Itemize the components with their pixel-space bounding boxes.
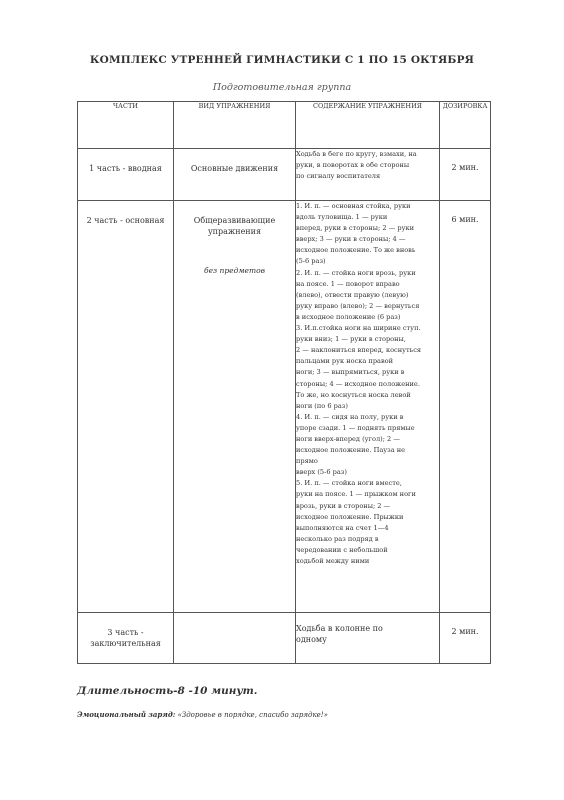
content-line: одному [296, 635, 327, 644]
part-label: 2 часть - основная [86, 216, 165, 225]
type-cell [174, 613, 296, 664]
part-cell [78, 201, 174, 613]
content-line: руки вниз; 1 — руки в стороны, [296, 335, 406, 344]
motto-line [77, 710, 328, 719]
content-line: в исходное положение (6 раз) [296, 312, 401, 321]
type-label: Основные движения [190, 164, 279, 173]
table-row [78, 613, 491, 664]
part-cell [78, 149, 174, 201]
content-line: (влево), отвести правую (левую) [296, 290, 409, 299]
type-label: Общеразвивающие упражнения [193, 216, 276, 236]
type-label [174, 613, 295, 627]
content-cell [296, 613, 440, 664]
content-line: ноги (по 6 раз) [296, 401, 348, 410]
content-line: исходное положение. Пауза не [296, 446, 406, 455]
content-line: вверх (5-6 раз) [296, 468, 347, 477]
table-row [78, 149, 491, 201]
content-line: упоре сзади. 1 — поднять прямые [296, 423, 415, 432]
content-line: вперед, руки в стороны; 2 — руки [296, 224, 414, 233]
table-header-row [78, 102, 491, 149]
part-label: 1 часть - вводная [89, 164, 162, 173]
motto-text: «Здоровье в порядке, спасибо зарядке!» [177, 711, 328, 719]
content-line: (5-6 раз) [296, 257, 326, 266]
content-line: Ходьба в колонне по [296, 624, 383, 633]
duration-text: Длительность-8 -10 минут. [77, 685, 258, 697]
table-row [78, 201, 491, 613]
type-cell [174, 201, 296, 613]
header-dosage: ДОЗИРОВКА [440, 102, 491, 149]
content-line: прямо [296, 457, 318, 466]
header-content: СОДЕРЖАНИЕ УПРАЖНЕНИЯ [296, 102, 440, 149]
content-line: по сигналу воспитателя [296, 172, 381, 181]
content-line: пальцами рук носка правой [296, 357, 394, 366]
dose-label: 6 мин. [451, 215, 479, 224]
part-label: 3 часть - заключительная [90, 628, 161, 648]
content-line: врозь, руки в стороны; 2 — [296, 501, 391, 510]
page-subtitle: Подготовительная группа [212, 82, 352, 93]
content-line: 3. И.п.стойка ноги на ширине ступ. [296, 324, 421, 333]
dose-label: 2 мин. [451, 627, 479, 636]
dose-cell [440, 149, 491, 201]
content-line: 1. И. п. — основная стойка, руки [296, 202, 411, 210]
dose-cell [440, 613, 491, 664]
header-exercise-type: ВИД УПРАЖНЕНИЯ [174, 102, 296, 149]
content-line: 2. И. п. — стойка ноги врозь, руки [296, 268, 416, 277]
exercise-table [77, 101, 491, 664]
dose-cell [440, 201, 491, 613]
equipment-label: без предметов [204, 266, 265, 275]
header-parts: ЧАСТИ [78, 102, 174, 149]
content-line: исходное положение. Прыжки [296, 512, 404, 521]
content-line: на поясе. 1 — поворот вправо [296, 279, 400, 288]
content-line: ходьбой между ними [296, 557, 370, 565]
content-line: руку вправо (влево); 2 — вернуться [296, 301, 420, 310]
content-line: ноги; 3 — выпрямиться, руки в [296, 368, 405, 377]
content-line: несколько раз подряд в [296, 534, 379, 543]
content-line: Ходьба в беге по кругу, взмахи, на [296, 150, 417, 158]
part-cell [78, 613, 174, 664]
content-line: выполняются на счет 1—4 [296, 523, 389, 532]
type-cell [174, 149, 296, 201]
content-cell [296, 149, 440, 201]
dose-label: 2 мин. [451, 163, 479, 172]
content-line: руки на поясе. 1 — прыжком ноги [296, 490, 416, 499]
content-cell [296, 201, 440, 613]
page-title: КОМПЛЕКС УТРЕННЕЙ ГИМНАСТИКИ С 1 ПО 15 ОКТЯБРЯ [89, 54, 475, 66]
motto-label: Эмоциональный заряд: [77, 710, 176, 719]
content-line: 5. И. п. — стойка ноги вместе, [296, 479, 402, 488]
content-line: ноги вверх-вперед (угол); 2 — [296, 434, 400, 443]
content-line: вдоль туловища. 1 — руки [296, 213, 388, 222]
content-line: чередовании с небольшой [296, 545, 388, 554]
content-line: исходное положение. То же вновь [296, 246, 416, 255]
content-line: 2 — наклониться вперед, коснуться [296, 346, 422, 355]
content-line: стороны; 4 — исходное положение. [296, 379, 420, 388]
content-line: То же, но коснуться носка левой [296, 390, 411, 399]
content-line: 4. И. п. — сидя на полу, руки в [296, 412, 404, 421]
content-line: вверх; 3 — руки в стороны; 4 — [296, 235, 406, 244]
content-line: руки, в поворотах в обе стороны [296, 161, 410, 170]
